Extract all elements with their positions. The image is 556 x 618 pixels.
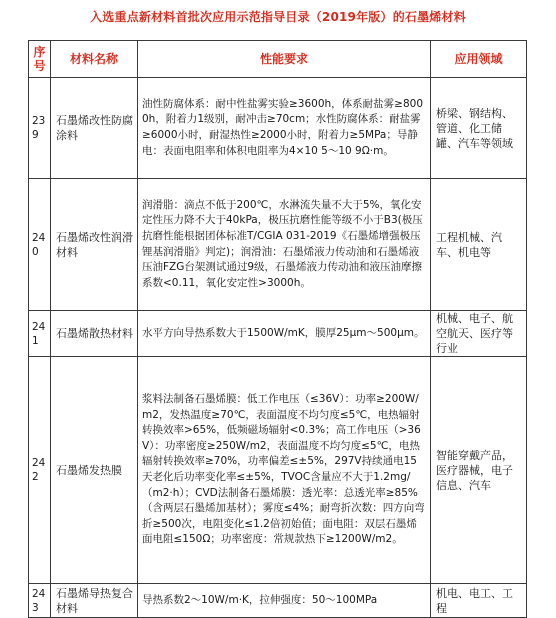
material-name: 石墨烯改性防腐涂料 — [51, 78, 138, 179]
application-field: 桥梁、钢结构、管道、化工储罐、汽车等领域 — [431, 78, 527, 179]
serial-number: 241 — [29, 311, 51, 357]
header-application-field: 应用领域 — [431, 41, 527, 78]
table-row — [29, 179, 527, 311]
serial-number: 242 — [29, 357, 51, 584]
material-name: 石墨烯散热材料 — [51, 311, 138, 357]
application-field: 智能穿戴产品，医疗器械，电子信息、汽车 — [431, 357, 527, 584]
material-name: 石墨烯发热膜 — [51, 357, 138, 584]
application-field: 机械、电子、航空航天、医疗等行业 — [431, 311, 527, 357]
serial-number: 243 — [29, 584, 51, 618]
serial-number: 239 — [29, 78, 51, 179]
performance-requirements: 浆料法制备石墨烯膜：低工作电压（≤36V）：功率≥200W/m2，发热温度≥70℃，表面温度不均匀度≤5℃，电热辐射转换效率>65%，低频磁场辐射<0.3%；高工作电压（>36V）：功率密度≥250W/m2，表面温度不均匀度≤5℃，电热辐射转换效率≥70%，功率偏差≤±5%，297V持续通电15天老化后功率变化率≤±5%，TVOC含量应不大于1.2mg/（m2·h）；CVD法制备石墨烯膜：透光率：总透光率≥85%（含两层石墨烯加基材）；雾度≤4%；耐弯折次数：四方向弯折≥500次，电阻变化≤1.2倍初始值；面电阻：双层石墨烯面电阻≤150Ω；功率密度：常规款热下≥1200W/m2。 — [138, 357, 431, 584]
header-material-name: 材料名称 — [51, 41, 138, 78]
table-row — [29, 357, 527, 584]
application-field: 机电、电工、工程 — [431, 584, 527, 618]
header-row — [29, 41, 527, 78]
table-row — [29, 584, 527, 618]
material-name: 石墨烯导热复合材料 — [51, 584, 138, 618]
header-serial-number: 序 号 — [29, 41, 51, 78]
application-field: 工程机械、汽车、机电等 — [431, 179, 527, 311]
performance-requirements: 润滑脂：滴点不低于200℃，水淋流失量不大于5%，氧化安定性压力降不大于40kPa，极压抗磨性能等级不小于B3(极压抗磨性能根据团体标准T/CGIA 031-2019《石墨烯增强极压锂基润滑脂》判定)；润滑油：石墨烯液力传动油和石墨烯液压油FZG台架测试通过9级，石墨烯液力传动油和液压油摩擦系数<0.11，氧化安定性>3000h。 — [138, 179, 431, 311]
material-table — [28, 40, 527, 618]
performance-requirements: 油性防腐体系：耐中性盐雾实验≥3600h，体系耐盐雾≥8000h，附着力1级别，耐冲击≥70cm；水性防腐体系：耐盐雾≥6000小时，耐湿热性≥2000小时，附着力≥5MPa；导静电：表面电阻率和体积电阻率为4×10 5～10 9Ω·m。 — [138, 78, 431, 179]
table-row — [29, 311, 527, 357]
page-title: 入选重点新材料首批次应用示范指导目录（2019年版）的石墨烯材料 — [90, 10, 466, 24]
serial-number: 240 — [29, 179, 51, 311]
performance-requirements: 水平方向导热系数大于1500W/mK，膜厚25μm～500μm。 — [138, 311, 431, 357]
material-name: 石墨烯改性润滑材料 — [51, 179, 138, 311]
table-row — [29, 78, 527, 179]
header-performance-requirements: 性能要求 — [138, 41, 431, 78]
performance-requirements: 导热系数2～10W/m·K，拉伸强度：50～100MPa — [138, 584, 431, 618]
